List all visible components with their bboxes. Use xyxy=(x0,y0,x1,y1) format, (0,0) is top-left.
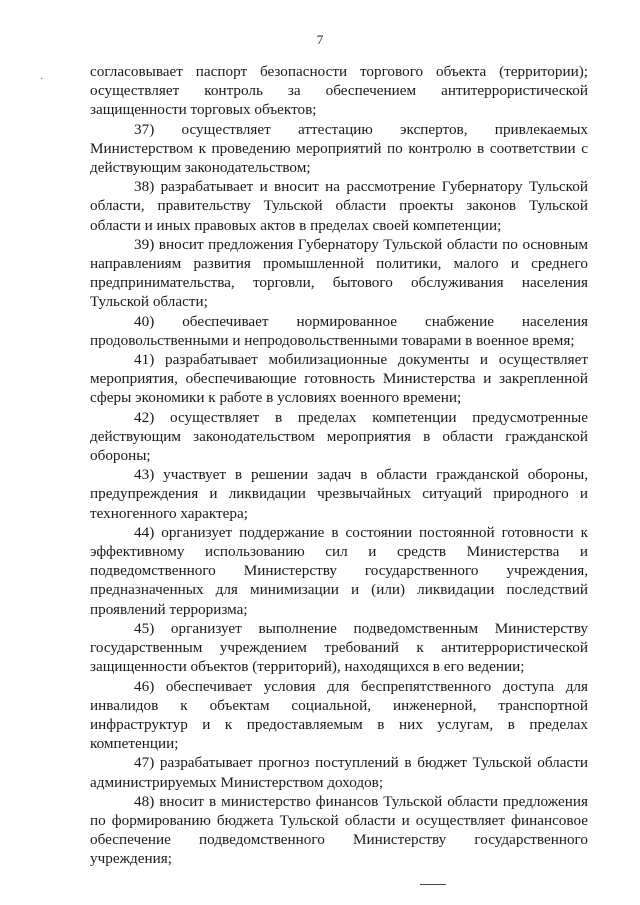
paragraph-item-41: 41) разрабатывает мобилизационные документы и осуществляет мероприятия, обеспечивающие готовность Министерства и закрепленной сферы экономики к работе в условиях военного времени; xyxy=(90,351,588,407)
paragraph-item-40: 40) обеспечивает нормированное снабжение населения продовольственными и непродовольственными товарами в военное время; xyxy=(90,312,588,349)
paragraph-item-42: 42) осуществляет в пределах компетенции предусмотренные действующим законодательством мероприятия в области гражданской обороны; xyxy=(90,408,588,465)
paragraph-item-48: 48) вносит в министерство финансов Тульской области предложения по формированию бюджета Тульской области и осуществляет финансовое обеспечение подведомственного Министерству государственного учреждения; xyxy=(90,792,588,868)
paragraph-item-37: 37) осуществляет аттестацию экспертов, привлекаемых Министерством к проведению мероприятий по контролю в соответствии с действующим законодательством; xyxy=(90,120,588,177)
paragraph-item-45: 45) организует выполнение подведомственным Министерству государственным учреждением требований к антитеррористической защищенности объектов (территорий), находящихся в его ведении; xyxy=(90,619,588,676)
document-body xyxy=(90,62,588,869)
paragraph-continuation: согласовывает паспорт безопасности торгового объекта (территории); осуществляет контроль за обеспечением антитеррористической защищенности торговых объектов; xyxy=(90,63,588,119)
paragraph-item-46: 46) обеспечивает условия для беспрепятственного доступа для инвалидов к объектам социальной, инженерной, транспортной инфраструктур и к предоставляемым в них услугам, в пределах компетенции; xyxy=(90,677,588,753)
page-number: 7 xyxy=(316,32,324,47)
paragraph-item-38: 38) разрабатывает и вносит на рассмотрение Губернатору Тульской области, правительству Тульской области проекты законов Тульской области и иных правовых актов в пределах своей компетенции; xyxy=(90,178,588,234)
paragraph-item-44: 44) организует поддержание в состоянии постоянной готовности к эффективному использованию сил и средств Министерства и подведомственного Министерству государственного учреждения, предназначенных для минимизации и (или) ликвидации последствий проявлений терроризма; xyxy=(90,523,588,618)
paragraph-item-39: 39) вносит предложения Губернатору Тульской области по основным направлениям развития промышленной политики, малого и среднего предпринимательства, торговли, бытового обслуживания населения Тульской области; xyxy=(90,235,588,311)
footer-line xyxy=(420,884,446,885)
scan-mark: · xyxy=(40,74,44,85)
paragraph-item-43: 43) участвует в решении задач в области гражданской обороны, предупреждения и ликвидации чрезвычайных ситуаций природного и техногенного характера; xyxy=(90,466,588,522)
paragraph-item-47: 47) разрабатывает прогноз поступлений в бюджет Тульской области администрируемых Министерством доходов; xyxy=(90,754,588,791)
